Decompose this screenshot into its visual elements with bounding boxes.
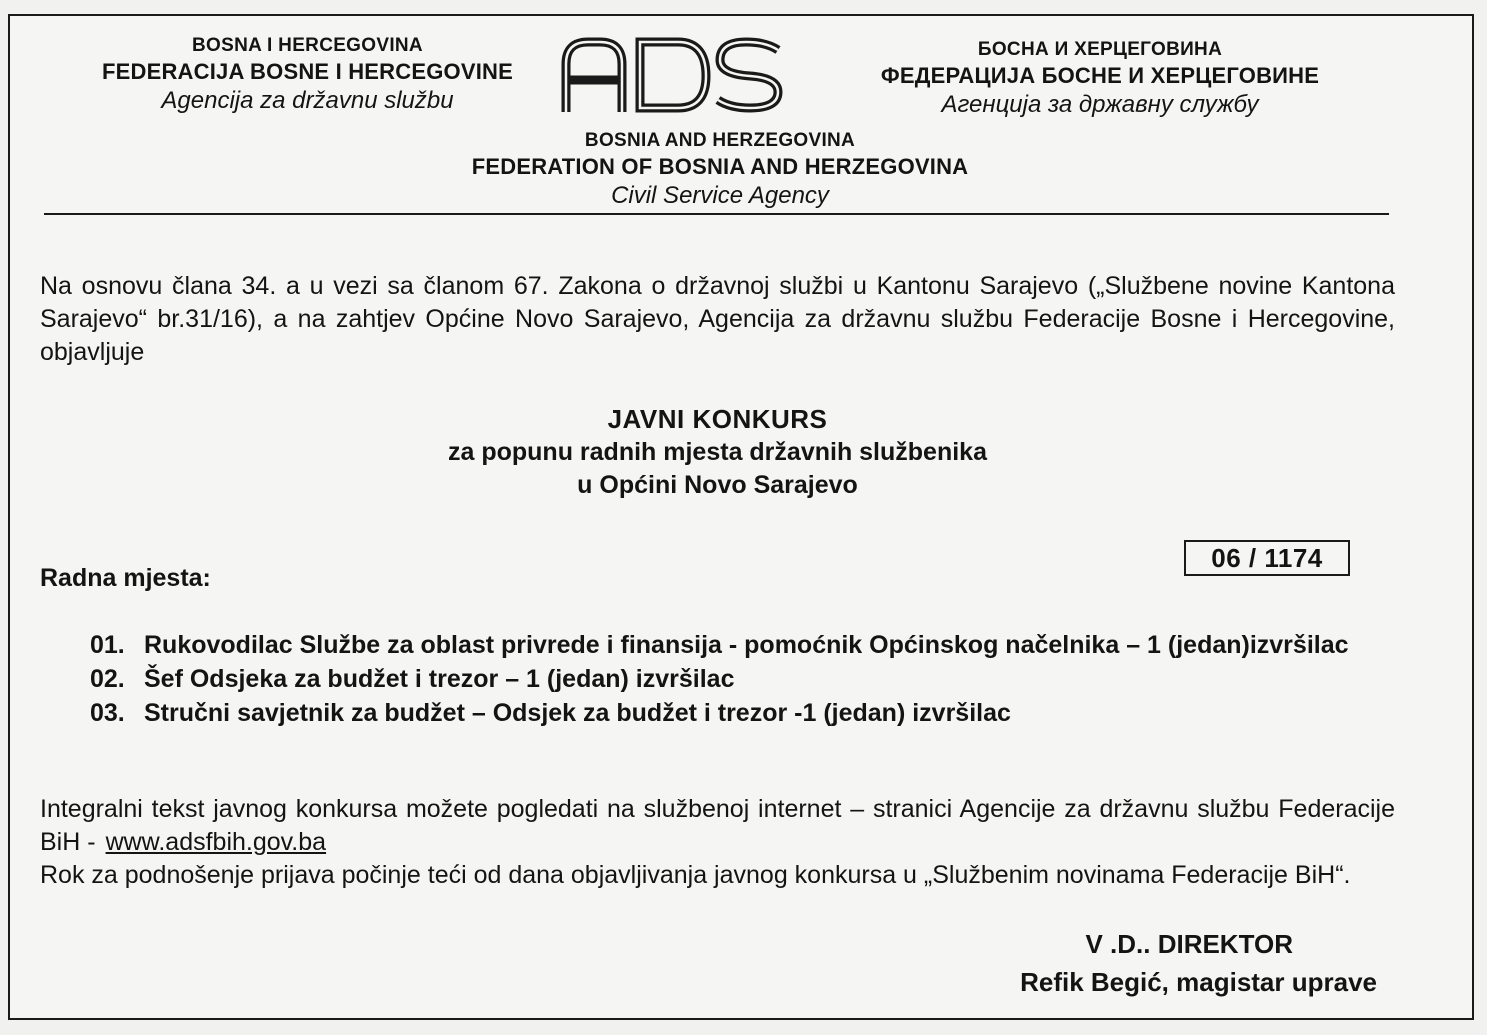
- header-right-cyrillic: [830, 38, 1370, 120]
- header-left-bosnian: [60, 34, 555, 116]
- signature-name: Refik Begić, magistar uprave: [1020, 967, 1377, 997]
- position-number: 02.: [90, 665, 125, 693]
- title-subtitle: za popunu radnih mjesta državnih službenika: [448, 438, 987, 466]
- ads-logo: [560, 36, 785, 114]
- footer-deadline-paragraph: Rok za podnošenje prijava počinje teći od dana objavljivanja javnog konkursa u „Službenim novinama Federacije BiH“.: [40, 861, 1351, 889]
- header-center-federation: FEDERATION OF BOSNIA AND HERZEGOVINA: [471, 154, 969, 179]
- position-text: Rukovodilac Službe za oblast privrede i finansija - pomoćnik Općinskog načelnika – 1 (jedan)izvršilac: [144, 631, 1349, 659]
- header-left-agency: Agencija za državnu službu: [161, 87, 454, 114]
- header-right-agency: Агенција за државну службу: [941, 91, 1259, 118]
- position-item: [90, 628, 1395, 662]
- position-item: [90, 662, 1395, 696]
- website-link[interactable]: www.adsfbih.gov.ba: [105, 828, 327, 856]
- position-number: 03.: [90, 699, 125, 727]
- signature-block: [900, 925, 1405, 1001]
- header-left-country: BOSNA I HERCEGOVINA: [192, 35, 423, 56]
- title-location: u Općini Novo Sarajevo: [577, 471, 858, 499]
- footer-paragraphs: [40, 793, 1395, 892]
- header-center-agency: Civil Service Agency: [611, 182, 829, 209]
- header-right-federation: ФЕДЕРАЦИЈА БОСНЕ И ХЕРЦЕГОВИНЕ: [880, 63, 1320, 88]
- footer-website-intro: Integralni tekst javnog konkursa možete pogledati na službenoj internet – stranici Agencije za državnu službu Federacije BiH -: [40, 795, 1395, 856]
- announcement-title: [300, 402, 1135, 502]
- reference-number-box: 06 / 1174: [1184, 540, 1350, 576]
- header-right-country: БОСНА И ХЕРЦЕГОВИНА: [977, 39, 1223, 60]
- signature-title: V .D.. DIREKTOR: [1085, 929, 1293, 959]
- title-main: JAVNI KONKURS: [607, 404, 828, 434]
- position-text: Šef Odsjeka za budžet i trezor – 1 (jedan) izvršilac: [144, 665, 735, 693]
- position-text: Stručni savjetnik za budžet – Odsjek za budžet i trezor -1 (jedan) izvršilac: [144, 699, 1011, 727]
- position-number: 01.: [90, 631, 125, 659]
- header-center-english: [390, 129, 1050, 211]
- logo-text: ADS: [560, 36, 563, 37]
- positions-list: [90, 628, 1395, 730]
- position-item: [90, 696, 1395, 730]
- intro-paragraph: Na osnovu člana 34. a u vezi sa članom 67. Zakona o državnoj službi u Kantonu Sarajevo („Službene novine Kantona Sarajevo“ br.31/16), a na zahtjev Općine Novo Sarajevo, Agencija za državnu službu Federacije Bosne i Hercegovine, objavljuje: [40, 272, 1395, 366]
- header-left-federation: FEDERACIJA BOSNE I HERCEGOVINE: [101, 59, 514, 84]
- positions-heading: Radna mjesta:: [40, 564, 211, 592]
- header-divider: [44, 213, 1389, 215]
- footer-website-paragraph: [40, 793, 1395, 859]
- header-center-country: BOSNIA AND HERZEGOVINA: [584, 130, 856, 151]
